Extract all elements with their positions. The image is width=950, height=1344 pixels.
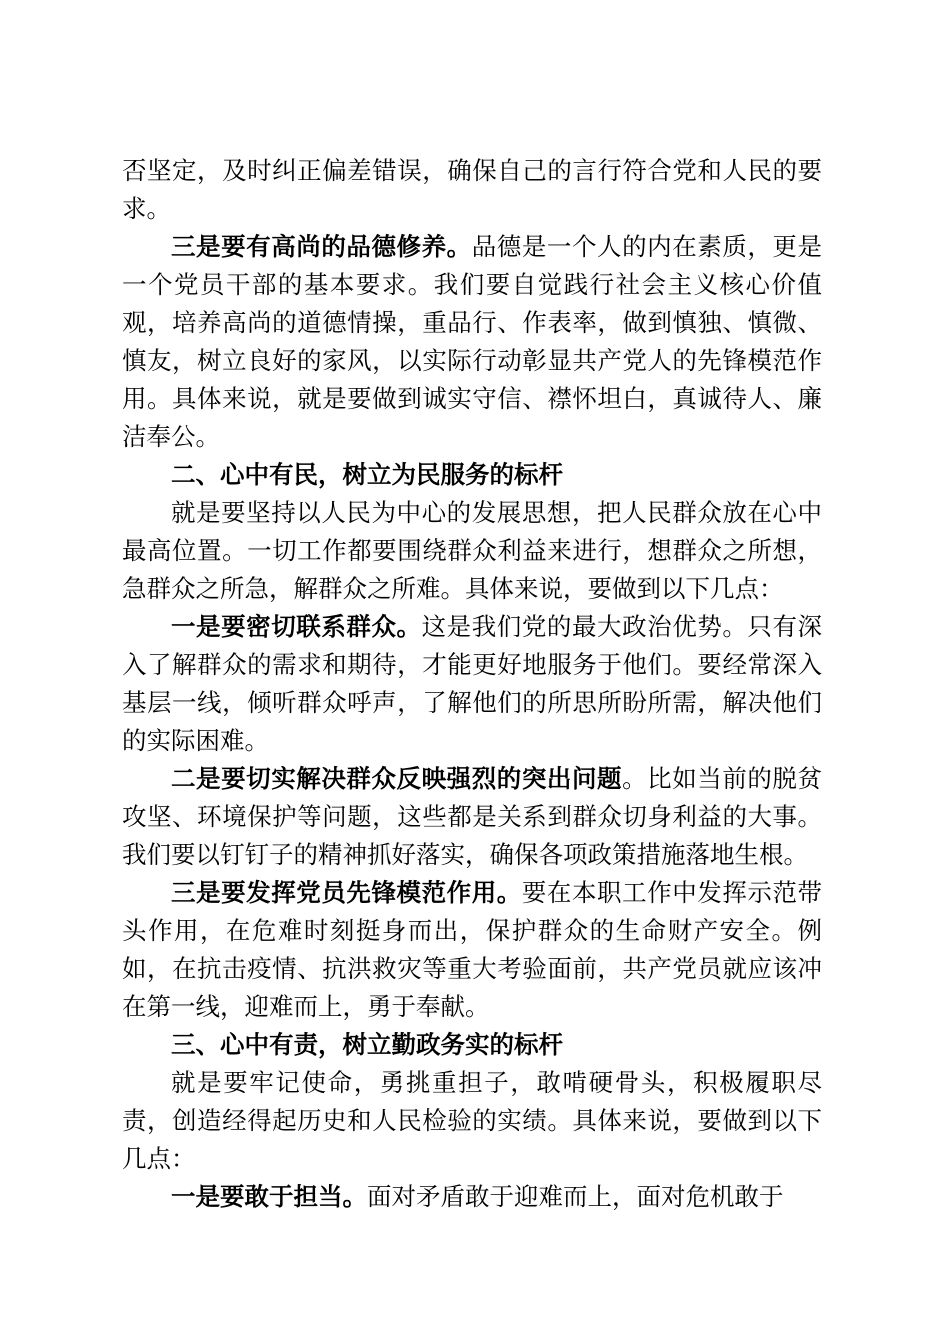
paragraph-people-intro [122, 494, 822, 608]
paragraph-solve-problems [122, 760, 822, 874]
paragraph-responsibility-intro [122, 1064, 822, 1178]
paragraph-lead: 三是要发挥党员先锋模范作用。 [171, 878, 522, 907]
paragraph-lead: 一是要敢于担当。 [171, 1182, 367, 1211]
paragraph-text: 要在本职工作中发挥示范带头作用，在危难时刻挺身而出，保护群众的生命财产安全。例如，在抗击疫情、抗洪救灾等重大考验面前，共产党员就应该冲在第一线，迎难而上，勇于奉献。 [122, 878, 823, 1021]
paragraph-lead: 三是要有高尚的品德修养。 [171, 232, 472, 261]
section-heading-responsibility: 三、心中有责，树立勤政务实的标杆 [171, 1030, 563, 1059]
paragraph-take-responsibility [122, 1178, 822, 1216]
section-heading-people: 二、心中有民，树立为民服务的标杆 [171, 460, 563, 489]
paragraph-lead: 一是要密切联系群众。 [171, 612, 422, 641]
paragraph-text: 。比如当前的脱贫攻坚、环境保护等问题，这些都是关系到群众切身利益的大事。我们要以钉钉子的精神抓好落实，确保各项政策措施落地生根。 [122, 764, 822, 869]
paragraph-text: 就是要坚持以人民为中心的发展思想，把人民群众放在心中最高位置。一切工作都要围绕群众利益来进行，想群众之所想，急群众之所急，解群众之所难。具体来说，要做到以下几点： [122, 498, 822, 603]
document-page [122, 152, 822, 1216]
paragraph-moral-cultivation [122, 228, 822, 456]
paragraph-vanguard-role [122, 874, 822, 1026]
paragraph-text: 这是我们党的最大政治优势。只有深入了解群众的需求和期待，才能更好地服务于他们。要经常深入基层一线，倾听群众呼声，了解他们的所思所盼所需，解决他们的实际困难。 [122, 612, 823, 755]
paragraph-text: 否坚定，及时纠正偏差错误，确保自己的言行符合党和人民的要求。 [122, 156, 822, 223]
paragraph-continuation [122, 152, 822, 228]
paragraph-text: 品德是一个人的内在素质，更是一个党员干部的基本要求。我们要自觉践行社会主义核心价值观，培养高尚的道德情操，重品行、作表率，做到慎独、慎微、慎友，树立良好的家风，以实际行动彰显共产党人的先锋模范作用。具体来说，就是要做到诚实守信、襟怀坦白，真诚待人、廉洁奉公。 [122, 232, 822, 451]
paragraph-text: 面对矛盾敢于迎难而上，面对危机敢于 [367, 1182, 784, 1211]
paragraph-text: 就是要牢记使命，勇挑重担子，敢啃硬骨头，积极履职尽责，创造经得起历史和人民检验的实绩。具体来说，要做到以下几点： [122, 1068, 822, 1173]
paragraph-lead: 二是要切实解决群众反映强烈的突出问题 [171, 764, 623, 793]
paragraph-contact-masses [122, 608, 822, 760]
